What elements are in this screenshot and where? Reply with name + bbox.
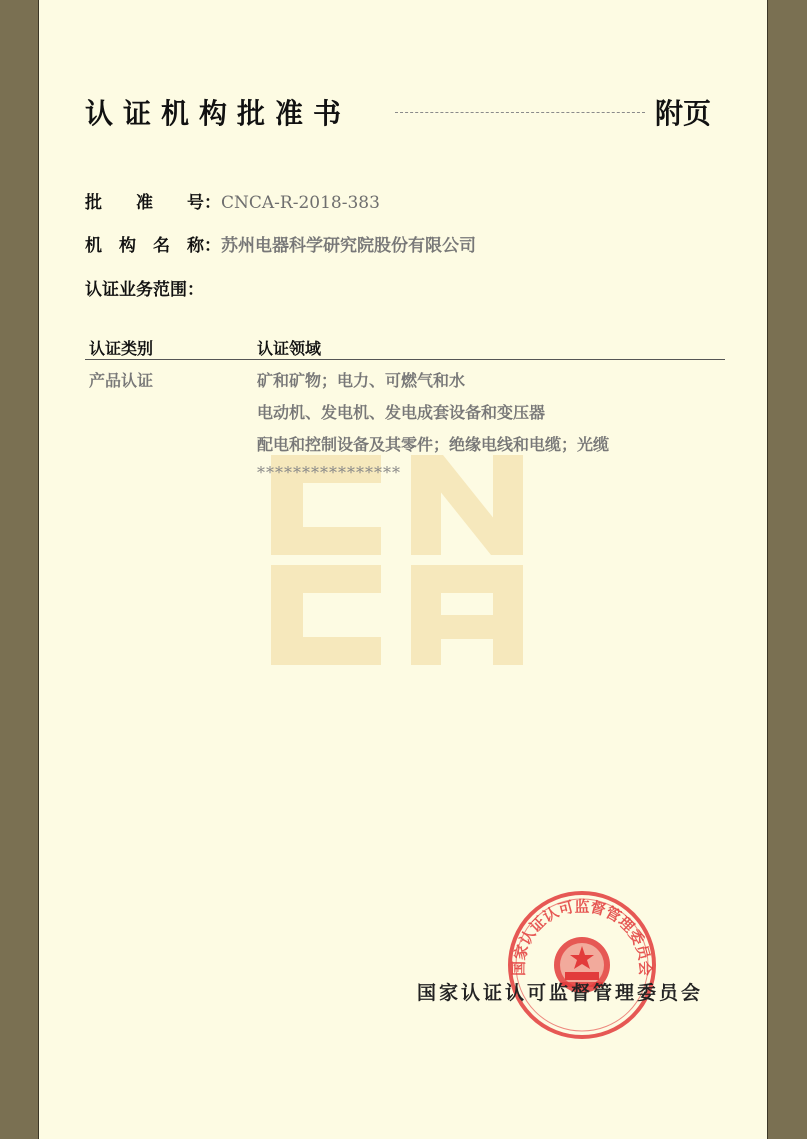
document-title: 认证机构批准书 — [85, 97, 352, 130]
document-title-suffix: 附页 — [655, 97, 712, 130]
approval-number-value: CNCA-R-2018-383 — [221, 193, 380, 213]
column-header-category: 认证类别 — [89, 339, 154, 358]
certification-category: 产品认证 — [89, 371, 154, 390]
scope-label: 认证业务范围： — [85, 280, 204, 300]
scope-row — [85, 275, 204, 300]
organization-name-label: 机 构 名 称： — [85, 236, 221, 256]
certification-area-2: 电动机、发电机、发电成套设备和变压器 — [257, 403, 546, 422]
seal-ring-text: 国家认证认可监督管理委员会 — [509, 897, 655, 977]
table-header-rule — [85, 359, 725, 360]
approval-number-row — [85, 188, 380, 213]
certification-area-end-mark: **************** — [257, 463, 401, 482]
certification-area-1: 矿和矿物；电力、可燃气和水 — [257, 371, 466, 390]
cnca-watermark-logo — [271, 455, 523, 665]
organization-name-row — [85, 231, 476, 256]
organization-name-value: 苏州电器科学研究院股份有限公司 — [221, 236, 476, 256]
title-dashed-line — [395, 112, 645, 113]
approval-number-label: 批 准 号： — [85, 193, 221, 213]
column-header-area: 认证领域 — [257, 339, 322, 358]
certificate-page — [38, 0, 768, 1139]
certification-area-3: 配电和控制设备及其零件；绝缘电线和电缆；光缆 — [257, 435, 610, 454]
issuing-authority: 国家认证认可监督管理委员会 — [417, 982, 704, 1004]
official-seal-stamp — [505, 888, 659, 1042]
